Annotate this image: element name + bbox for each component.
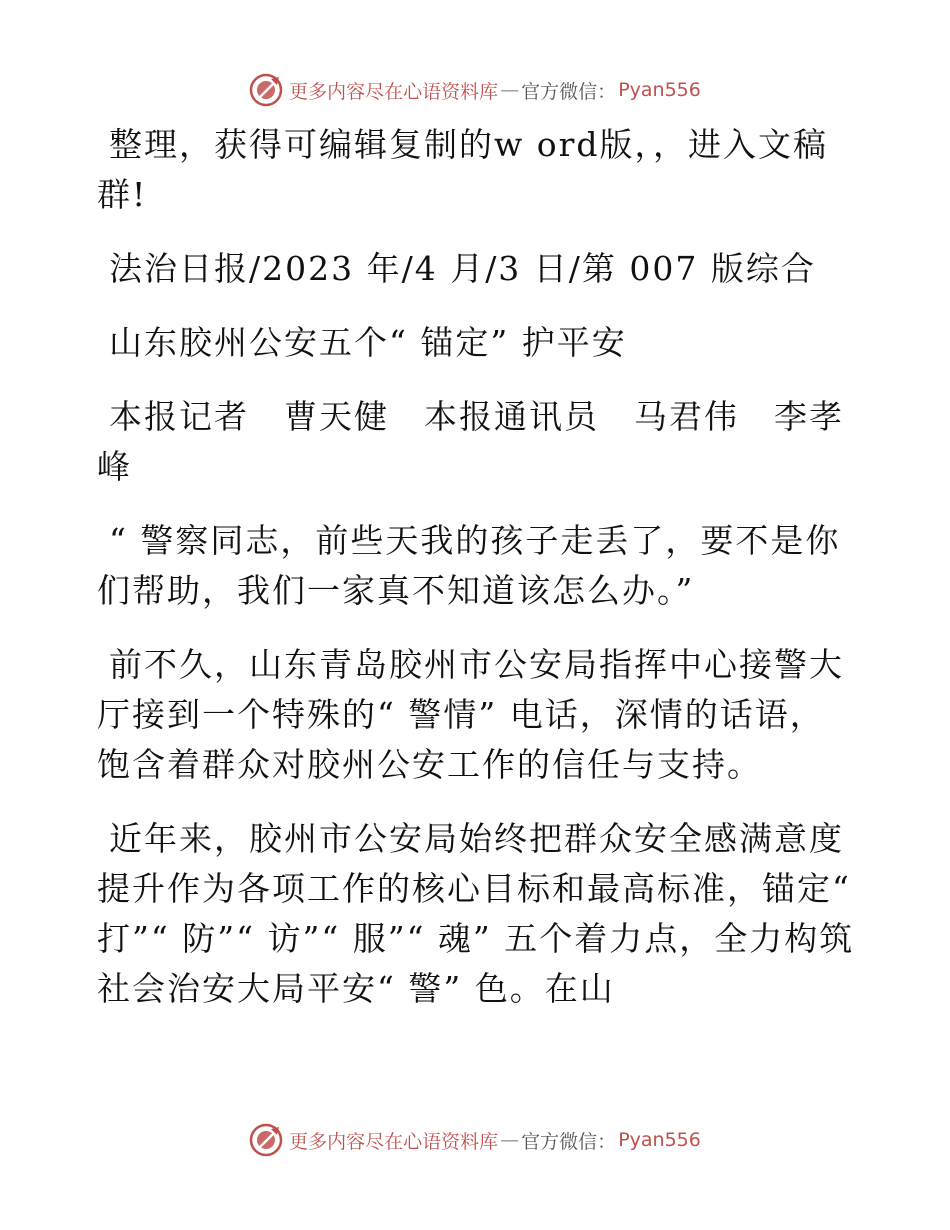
watermark-separator: —	[500, 79, 520, 101]
paragraph-quote: “ 警察同志，前些天我的孩子走丢了，要不是你们帮助，我们一家真不知道该怎么办。”	[97, 521, 841, 610]
paragraph-source: 法治日报/2023 年/4 月/3 日/第 007 版综合	[109, 249, 816, 288]
watermark-separator: —	[500, 1129, 520, 1151]
document-body	[97, 120, 857, 1038]
watermark-wechat-label: 官方微信：	[521, 80, 617, 103]
article-title: 山东胶州公安五个“ 锚定” 护平安	[109, 323, 627, 362]
article-byline: 本报记者 曹天健 本报通讯员 马君伟 李孝峰	[97, 397, 844, 486]
pen-logo-icon	[249, 1123, 283, 1157]
paragraph-notice: 整理，获得可编辑复制的w ord版，，进入文稿群!	[97, 125, 829, 214]
paragraph-body-2: 近年来，胶州市公安局始终把群众安全感满意度提升作为各项工作的核心目标和最高标准，锚定“ 打”“ 防”“ 访”“ 服”“ 魂” 五个着力点，全力构筑社会治安大局平安“ 警” 色。在山	[97, 819, 855, 1008]
watermark-brand: 更多内容尽在心语资料库	[289, 1130, 499, 1153]
watermark-header	[0, 70, 950, 110]
pen-logo-icon	[249, 73, 283, 107]
watermark-wechat-label: 官方微信：	[521, 1130, 617, 1153]
watermark-wechat-id: Pyan556	[618, 79, 701, 101]
watermark-wechat-id: Pyan556	[618, 1129, 701, 1151]
watermark-footer	[0, 1120, 950, 1160]
watermark-brand: 更多内容尽在心语资料库	[289, 80, 499, 103]
paragraph-body-1: 前不久，山东青岛胶州市公安局指挥中心接警大厅接到一个特殊的“ 警情” 电话，深情的话语，饱含着群众对胶州公安工作的信任与支持。	[97, 645, 844, 784]
